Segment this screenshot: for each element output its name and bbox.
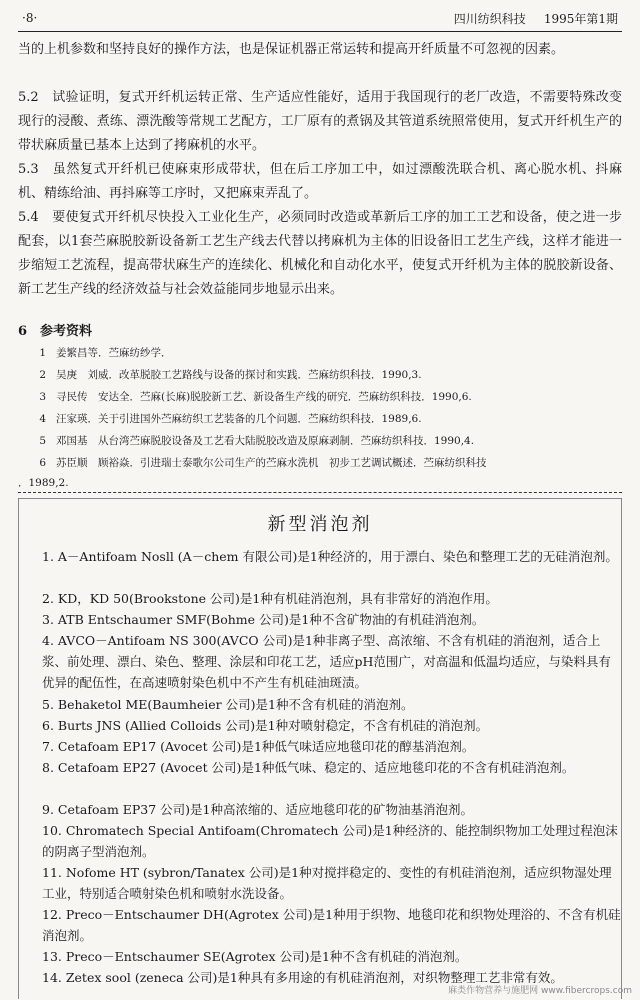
watermark: 麻类作物营养与施肥网 www.fibercrops.com	[448, 986, 632, 996]
news-title: 新型消泡剂	[267, 514, 373, 535]
list-item: 7. Cetafoam EP17 (Avocet 公司)是1种低气味适应地毯印花的醇基消泡剂。	[42, 739, 475, 754]
reference-item: 4 汪家瑛．关于引进国外苎麻纺织工艺装备的几个问题．苎麻纺织科技．1989,6.	[39, 413, 422, 425]
list-item: 3. ATB Entschaumer SMF(Bohme 公司)是1种不含矿物油的有机硅消泡剂。	[42, 612, 485, 627]
list-item: 2. KD，KD 50(Brookstone 公司)是1种有机硅消泡剂，具有非常好的消泡作用。	[42, 591, 498, 606]
reference-item: 2 吴庚 刘威．改革脱胶工艺路线与设备的探讨和实践．苎麻纺织科技．1990,3.	[39, 369, 422, 381]
reference-item: 6 苏臣顺 顾裕焱．引进瑞士泰歌尔公司生产的苎麻水洗机 初步工艺调试概述．苎麻纺织科技	[39, 457, 487, 469]
list-item: 8. Cetafoam EP27 (Avocet 公司)是1种低气味、稳定的、适应地毯印花的不含有机硅消泡剂。	[42, 760, 575, 775]
body-paragraph: 当的上机参数和坚持良好的操作方法，也是保证机器正常运转和提高开纤质量不可忽视的因素。	[18, 42, 565, 57]
list-item: 4. AVCO－Antifoam NS 300(AVCO 公司)是1种非离子型、高浓缩、不含有机硅的消泡剂，适合上浆、前处理、漂白、染色、整理、涂层和印花工艺，适应pH范围广，对高温和低温均适应，与染料具有优异的配伍性，在高速喷射染色机中不产生有机硅油斑渍。	[42, 633, 611, 690]
list-item: 9. Cetafoam EP37 公司)是1种高浓缩的、适应地毯印花的矿物油基消泡剂。	[42, 802, 474, 817]
list-item: 10. Chromatech Special Antifoam(Chromatech 公司)是1种经济的、能控制织物加工处理过程泡沫的阴离子型消泡剂。	[42, 823, 618, 859]
reference-item: 1 姜繁昌等．苎麻纺纱学．	[39, 347, 172, 359]
list-item: 12. Preco－Entschaumer DH(Agrotex 公司)是1种用于织物、地毯印花和织物处理浴的、不含有机硅消泡剂。	[42, 907, 621, 943]
body-paragraph: 5.3 虽然复式开纤机已使麻束形成带状，但在后工序加工中，如过漂酸洗联合机、离心脱水机、抖麻机、精练给油、再抖麻等工序时，又把麻束弄乱了。	[18, 162, 622, 201]
reference-item: 5 邓国基 从台湾苎麻脱胶设备及工艺看大陆脱胶改造及原麻剥制．苎麻纺织科技．1990,4.	[39, 435, 475, 447]
list-item: 13. Preco－Entschaumer SE(Agrotex 公司)是1种不含有机硅的消泡剂。	[42, 949, 468, 964]
reference-item: 3 寻民传 安达全．苎麻(长麻)脱胶新工艺、新设备生产线的研究．苎麻纺织科技．1990,6.	[39, 391, 472, 403]
list-item: 11. Nofome HT (sybron/Tanatex 公司)是1种对搅拌稳定的、变性的有机硅消泡剂，适应织物湿处理工业，特别适合喷射染色机和喷射水洗设备。	[42, 865, 612, 901]
page-number: ·8·	[22, 11, 38, 25]
header-rule	[18, 31, 622, 32]
references-heading: 6 参考资料	[18, 324, 93, 339]
body-paragraph: 5.4 要使复式开纤机尽快投入工业化生产，必须同时改造或革新后工序的加工工艺和设备，使之进一步配套，以1套苎麻脱胶新设备新工艺生产线去代替以拷麻机为主体的旧设备旧工艺生产线，这样才能进一步缩短工艺流程，提高带状麻生产的连续化、机械化和自动化水平，使复式开纤机为主体的脱胶新设备、新工艺生产线的经济效益与社会效益能同步地显示出来。	[18, 210, 622, 297]
list-item: 5. Behaketol ME(Baumheier 公司)是1种不含有机硅的消泡剂。	[42, 697, 414, 712]
journal-name: 四川纺织科技	[453, 11, 526, 26]
section-divider	[18, 492, 622, 493]
page-header	[22, 8, 618, 28]
list-item: 14. Zetex sool (zeneca 公司)是1种具有多用途的有机硅消泡剂，对织物整理工艺非常有效。	[42, 970, 563, 985]
list-item: 1. A－Antifoam Nosll (A－chem 有限公司)是1种经济的，用于漂白、染色和整理工艺的无硅消泡剂。	[42, 549, 618, 564]
list-item: 6. Burts JNS (Allied Colloids 公司)是1种对喷射稳定，不含有机硅的消泡剂。	[42, 718, 489, 733]
reference-item-continuation: ．1989,2.	[18, 477, 69, 489]
body-paragraph: 5.2 试验证明，复式开纤机运转正常、生产适应性能好，适用于我国现行的老厂改造，不需要特殊改变现行的浸酸、煮练、漂洗酸等常规工艺配方，工厂原有的煮锅及其管道系统照常使用，复式开纤机生产的带状麻质量已基本上达到了拷麻机的水平。	[18, 90, 622, 153]
issue-label: 1995年第1期	[543, 11, 618, 26]
